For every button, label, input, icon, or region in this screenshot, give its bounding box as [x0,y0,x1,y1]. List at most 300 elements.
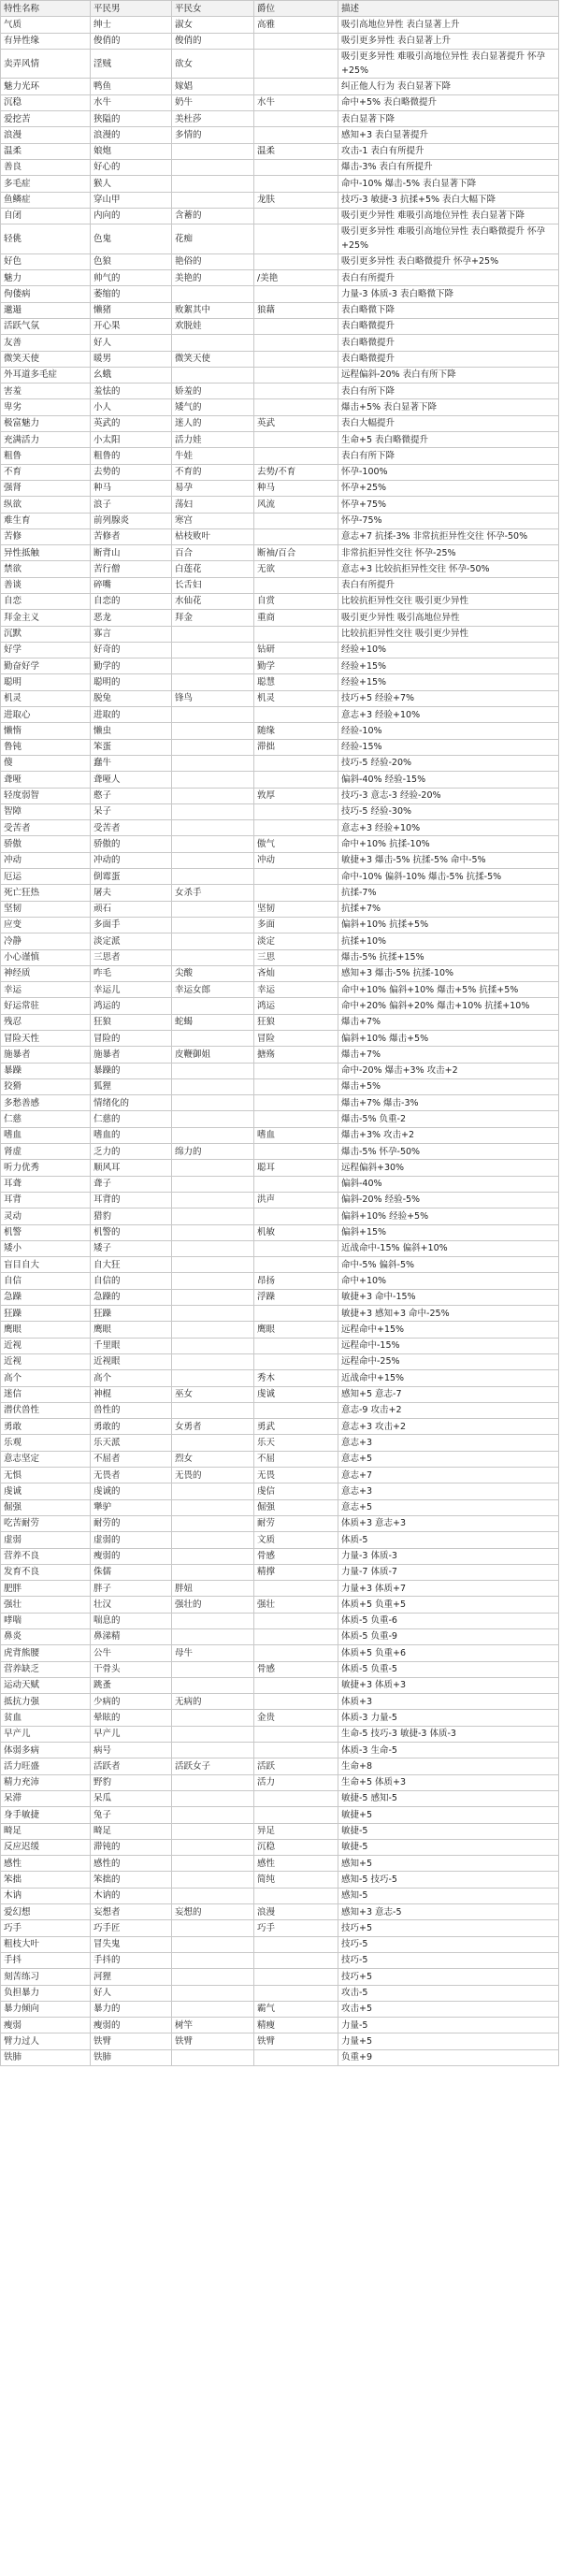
noble-title-cell: 狼藉 [254,302,338,318]
trait-name-cell: 发育不良 [1,1564,91,1580]
description-cell: 意志+3 比较抗拒异性交往 怀孕-50% [338,561,559,577]
noble-title-cell: 钻研 [254,642,338,658]
commoner-male-cell: 病号 [91,1743,172,1758]
noble-title-cell: 傲气 [254,836,338,852]
noble-title-cell [254,1402,338,1418]
noble-title-cell: 无欲 [254,561,338,577]
commoner-female-cell [172,1920,254,1936]
table-row [1,561,559,577]
noble-title-cell: 沉稳 [254,1839,338,1855]
description-cell: 偏斜+10% 抗揉+5% [338,917,559,933]
trait-name-cell: 吃苦耐劳 [1,1515,91,1531]
commoner-male-cell: 矮子 [91,1240,172,1256]
table-row [1,739,559,755]
trait-name-cell: 气质 [1,17,91,33]
commoner-male-cell: 壮汉 [91,1597,172,1613]
noble-title-cell [254,351,338,367]
noble-title-cell: 异足 [254,1823,338,1839]
commoner-female-cell [172,1435,254,1451]
description-cell: 远程偏斜-20% 表白有所下降 [338,367,559,383]
commoner-male-cell: 浪漫的 [91,127,172,143]
commoner-male-cell: 狂躁 [91,1306,172,1322]
noble-title-cell: 幸运 [254,982,338,998]
noble-title-cell: 不屈 [254,1451,338,1467]
description-cell: 命中-20% 爆击+3% 攻击+2 [338,1063,559,1078]
table-row [1,111,559,127]
commoner-male-cell: 晕眩的 [91,1710,172,1726]
noble-title-cell: 精瘦 [254,2018,338,2033]
description-cell: 力量+5 [338,2033,559,2049]
commoner-female-cell [172,192,254,208]
noble-title-cell [254,49,338,79]
table-row [1,1985,559,2001]
commoner-male-cell: 冲动的 [91,852,172,868]
noble-title-cell: 嗜血 [254,1127,338,1143]
description-cell: 敏捷+5 [338,1807,559,1823]
noble-title-cell [254,1144,338,1160]
commoner-male-cell: 高个 [91,1370,172,1386]
trait-name-cell: 聋哑 [1,772,91,788]
commoner-female-cell [172,1127,254,1143]
description-cell: 表白略微提升 [338,335,559,351]
commoner-female-cell: 花痴 [172,224,254,254]
trait-name-cell: 坚韧 [1,901,91,917]
table-row [1,1920,559,1936]
description-cell: 体质-5 负重-5 [338,1661,559,1677]
noble-title-cell: 坚韧 [254,901,338,917]
trait-name-cell: 身手敏捷 [1,1807,91,1823]
commoner-male-cell: 笨拙的 [91,1872,172,1888]
description-cell: 吸引更少异性 吸引高地位异性 [338,610,559,626]
table-row [1,415,559,431]
commoner-female-cell [172,1176,254,1192]
noble-title-cell: /美艳 [254,270,338,286]
commoner-male-cell: 公牛 [91,1645,172,1661]
description-cell: 技巧-5 [338,1952,559,1968]
table-row [1,1661,559,1677]
description-cell: 技巧+5 经验+7% [338,690,559,706]
noble-title-cell: 文质 [254,1532,338,1548]
table-row [1,1402,559,1418]
description-cell: 感知-5 [338,1888,559,1903]
commoner-male-cell: 勇敢的 [91,1419,172,1435]
commoner-female-cell [172,1338,254,1353]
noble-title-cell: 断袖/百合 [254,545,338,561]
commoner-male-cell: 喘息的 [91,1613,172,1628]
commoner-female-cell: 不育的 [172,464,254,480]
commoner-male-cell: 施暴者 [91,1047,172,1063]
commoner-male-cell: 急躁的 [91,1289,172,1305]
commoner-female-cell [172,1969,254,1985]
noble-title-cell [254,1257,338,1273]
commoner-female-cell [172,723,254,739]
commoner-male-cell: 手抖的 [91,1952,172,1968]
trait-name-cell: 嗜血 [1,1127,91,1143]
commoner-female-cell [172,1564,254,1580]
table-row [1,1888,559,1903]
commoner-female-cell [172,1823,254,1839]
noble-title-cell [254,384,338,399]
noble-title-cell: 淡定 [254,933,338,949]
description-cell: 命中+5% 表白略微提升 [338,94,559,110]
trait-name-cell: 沉稳 [1,94,91,110]
noble-title-cell [254,1743,338,1758]
commoner-male-cell: 浪子 [91,497,172,513]
noble-title-cell [254,755,338,771]
description-cell: 偏斜+10% 爆击+5% [338,1031,559,1047]
noble-title-cell: 狂狼 [254,1014,338,1030]
commoner-female-cell: 败絮其中 [172,302,254,318]
noble-title-cell: 强壮 [254,1597,338,1613]
commoner-male-cell: 帅气的 [91,270,172,286]
commoner-male-cell: 色狼 [91,253,172,269]
commoner-female-cell [172,1031,254,1047]
description-cell: 感知+3 意志-5 [338,1904,559,1920]
commoner-female-cell [172,1063,254,1078]
table-row [1,545,559,561]
commoner-female-cell [172,176,254,192]
table-row [1,901,559,917]
description-cell: 表白显著下降 [338,111,559,127]
noble-title-cell: 耐劳 [254,1515,338,1531]
commoner-female-cell [172,1289,254,1305]
trait-name-cell: 拜金主义 [1,610,91,626]
noble-title-cell [254,286,338,302]
description-cell: 命中+10% 偏斜+10% 爆击+5% 抗揉+5% [338,982,559,998]
commoner-male-cell: 近视眼 [91,1353,172,1369]
commoner-male-cell: 情绪化的 [91,1095,172,1111]
noble-title-cell: 勤学 [254,658,338,674]
commoner-male-cell: 耳背的 [91,1192,172,1208]
commoner-male-cell: 胖子 [91,1581,172,1597]
description-cell: 经验-15% [338,739,559,755]
trait-name-cell: 进取心 [1,707,91,723]
noble-title-cell [254,1613,338,1628]
description-cell: 命中-10% 偏斜-10% 爆击-5% 抗揉-5% [338,869,559,885]
table-row [1,1936,559,1952]
trait-name-cell: 畸足 [1,1823,91,1839]
trait-name-cell: 难生育 [1,513,91,528]
description-cell: 偏斜-40% 经验-15% [338,772,559,788]
table-row [1,1823,559,1839]
trait-name-cell: 卑劣 [1,399,91,415]
description-cell: 命中+10% [338,1273,559,1289]
table-row [1,1694,559,1710]
commoner-female-cell [172,998,254,1014]
description-cell: 吸引高地位异性 表白显著上升 [338,17,559,33]
commoner-male-cell: 野豹 [91,1774,172,1790]
noble-title-cell: 聪慧 [254,674,338,690]
table-row [1,1597,559,1613]
table-row [1,1047,559,1063]
table-row [1,1710,559,1726]
table-row [1,79,559,94]
commoner-male-cell: 幸运儿 [91,982,172,998]
trait-name-cell: 体弱多病 [1,1743,91,1758]
noble-title-cell: 活跃 [254,1758,338,1774]
commoner-male-cell: 笨蛋 [91,739,172,755]
table-row [1,318,559,334]
table-row [1,480,559,496]
commoner-male-cell: 俊俏的 [91,33,172,49]
trait-name-cell: 冷静 [1,933,91,949]
description-cell: 体质+3 [338,1694,559,1710]
commoner-female-cell: 含蓄的 [172,208,254,224]
description-cell: 技巧-5 [338,1936,559,1952]
table-row [1,642,559,658]
commoner-female-cell [172,788,254,803]
table-row [1,432,559,448]
noble-title-cell: 浮躁 [254,1289,338,1305]
commoner-female-cell [172,143,254,159]
commoner-female-cell: 牛娃 [172,448,254,464]
trait-name-cell: 善良 [1,159,91,175]
trait-name-cell: 意志坚定 [1,1451,91,1467]
description-cell: 远程偏斜+30% [338,1160,559,1176]
table-row [1,351,559,367]
commoner-male-cell: 狂狼 [91,1014,172,1030]
commoner-male-cell: 仁慈的 [91,1111,172,1127]
commoner-female-cell [172,1483,254,1499]
table-row [1,885,559,901]
commoner-male-cell: 鼻涕精 [91,1628,172,1644]
trait-name-cell: 倔强 [1,1499,91,1515]
commoner-female-cell: 无病的 [172,1694,254,1710]
description-cell: 命中-5% 偏斜-5% [338,1257,559,1273]
commoner-male-cell: 木讷的 [91,1888,172,1903]
trait-name-cell: 粗鲁 [1,448,91,464]
noble-title-cell: 滞拙 [254,739,338,755]
trait-name-cell: 微笑天使 [1,351,91,367]
commoner-male-cell: 进取的 [91,707,172,723]
trait-name-cell: 自恋 [1,593,91,609]
trait-name-cell: 木讷 [1,1888,91,1903]
table-row [1,917,559,933]
commoner-male-cell: 淫贼 [91,49,172,79]
commoner-female-cell [172,1273,254,1289]
commoner-male-cell: 冒险的 [91,1031,172,1047]
commoner-female-cell: 活跃女子 [172,1758,254,1774]
description-cell: 经验-10% [338,723,559,739]
description-cell: 偏斜+15% [338,1224,559,1240]
noble-title-cell [254,1240,338,1256]
trait-name-cell: 活力旺盛 [1,1758,91,1774]
table-row [1,1790,559,1806]
commoner-male-cell: 顽石 [91,901,172,917]
commoner-male-cell: 巧手匠 [91,1920,172,1936]
commoner-female-cell [172,836,254,852]
commoner-male-cell: 少病的 [91,1694,172,1710]
description-cell: 偏斜-20% 经验-5% [338,1192,559,1208]
noble-title-cell: 倔强 [254,1499,338,1515]
trait-name-cell: 灵动 [1,1208,91,1224]
commoner-male-cell: 萎缩的 [91,286,172,302]
trait-name-cell: 好色 [1,253,91,269]
commoner-male-cell: 绅士 [91,17,172,33]
table-row [1,788,559,803]
table-row [1,1468,559,1483]
table-row [1,869,559,885]
noble-title-cell: 虔信 [254,1483,338,1499]
commoner-female-cell: 无畏的 [172,1468,254,1483]
table-row [1,367,559,383]
commoner-male-cell: 好心的 [91,159,172,175]
table-row [1,1856,559,1872]
table-row [1,820,559,836]
trait-name-cell: 高个 [1,1370,91,1386]
commoner-male-cell: 前列腺炎 [91,513,172,528]
commoner-male-cell: 猎豹 [91,1208,172,1224]
commoner-female-cell [172,1532,254,1548]
description-cell: 近战命中+15% [338,1370,559,1386]
commoner-male-cell: 狭隘的 [91,111,172,127]
table-row [1,852,559,868]
commoner-female-cell [172,2001,254,2017]
description-cell: 吸引更多异性 难吸引高地位异性 表白略微提升 怀孕+25% [338,224,559,254]
commoner-male-cell: 耐劳的 [91,1515,172,1531]
description-cell: 纠正他人行为 表白显著下降 [338,79,559,94]
table-row [1,1322,559,1338]
description-cell: 技巧+5 [338,1969,559,1985]
trait-name-cell: 感性 [1,1856,91,1872]
commoner-male-cell: 瘦弱的 [91,1548,172,1564]
table-row [1,2018,559,2033]
description-cell: 偏斜-40% [338,1176,559,1192]
commoner-male-cell: 猴人 [91,176,172,192]
description-cell: 感知+3 表白显著提升 [338,127,559,143]
description-cell: 技巧+5 [338,1920,559,1936]
table-row [1,49,559,79]
noble-title-cell: 吝灿 [254,965,338,981]
noble-title-cell [254,1936,338,1952]
description-cell: 体质-5 负重-9 [338,1628,559,1644]
commoner-female-cell [172,1985,254,2001]
description-cell: 命中+10% 抗揉-10% [338,836,559,852]
noble-title-cell [254,318,338,334]
noble-title-cell: 浪漫 [254,1904,338,1920]
description-cell: 敏捷+3 体质+3 [338,1677,559,1693]
table-row [1,965,559,981]
commoner-female-cell [172,1710,254,1726]
description-cell: 爆击-3% 表白有所提升 [338,159,559,175]
noble-title-cell: 高雅 [254,17,338,33]
trait-name-cell: 哮喘 [1,1613,91,1628]
commoner-female-cell [172,1548,254,1564]
commoner-male-cell: 铁臂 [91,2033,172,2049]
description-cell: 感知+5 意志-7 [338,1386,559,1402]
description-cell: 爆击+7% [338,1014,559,1030]
trait-name-cell: 好学 [1,642,91,658]
noble-title-cell: 秀木 [254,1370,338,1386]
description-cell: 表白略微下降 [338,302,559,318]
commoner-male-cell: 好人 [91,1985,172,2001]
noble-title-cell [254,1338,338,1353]
commoner-female-cell: 皮鞭御姐 [172,1047,254,1063]
table-row [1,208,559,224]
commoner-male-cell: 不屈者 [91,1451,172,1467]
trait-name-cell: 爱幻想 [1,1904,91,1920]
noble-title-cell [254,707,338,723]
noble-title-cell [254,1628,338,1644]
commoner-female-cell [172,1952,254,1968]
commoner-female-cell: 蛇蝎 [172,1014,254,1030]
description-cell: 体质-3 力量-5 [338,1710,559,1726]
commoner-female-cell [172,803,254,819]
description-cell: 远程命中-15% [338,1338,559,1353]
noble-title-cell: 机灵 [254,690,338,706]
trait-name-cell: 外耳道多毛症 [1,367,91,383]
commoner-female-cell: 活力娃 [172,432,254,448]
noble-title-cell: 敦厚 [254,788,338,803]
description-cell: 敏捷-5 [338,1839,559,1855]
commoner-female-cell: 迷人的 [172,415,254,431]
commoner-male-cell: 无畏者 [91,1468,172,1483]
commoner-female-cell: 枯枝败叶 [172,528,254,544]
commoner-male-cell: 畸足 [91,1823,172,1839]
description-cell: 抗揉+10% [338,933,559,949]
table-row [1,1306,559,1322]
table-row [1,1353,559,1369]
trait-name-cell: 虚弱 [1,1532,91,1548]
commoner-male-cell: 种马 [91,480,172,496]
table-row [1,127,559,143]
commoner-female-cell [172,1078,254,1094]
table-row [1,1645,559,1661]
table-row [1,497,559,513]
table-row [1,1063,559,1078]
commoner-female-cell [172,869,254,885]
commoner-female-cell [172,1370,254,1386]
trait-name-cell: 应变 [1,917,91,933]
noble-title-cell [254,885,338,901]
description-cell: 怀孕+75% [338,497,559,513]
description-cell: 攻击-5 [338,1985,559,2001]
commoner-female-cell: 水仙花 [172,593,254,609]
trait-name-cell: 营养不良 [1,1548,91,1564]
table-row [1,998,559,1014]
noble-title-cell: 洪声 [254,1192,338,1208]
commoner-male-cell: 懒虫 [91,723,172,739]
commoner-male-cell: 鸿运的 [91,998,172,1014]
table-row [1,723,559,739]
commoner-male-cell: 自恋的 [91,593,172,609]
description-cell: 力量-3 体质-3 表白略微下降 [338,286,559,302]
description-cell: 比较抗拒异性交往 吸引更少异性 [338,626,559,642]
noble-title-cell [254,159,338,175]
table-row [1,755,559,771]
commoner-female-cell: 矮气的 [172,399,254,415]
commoner-female-cell [172,1839,254,1855]
noble-title-cell [254,176,338,192]
description-cell: 远程命中+15% [338,1322,559,1338]
table-row [1,399,559,415]
commoner-male-cell: 内向的 [91,208,172,224]
noble-title-cell [254,2049,338,2065]
noble-title-cell: 金贵 [254,1710,338,1726]
description-cell: 生命+5 体质+3 [338,1774,559,1790]
trait-name-cell: 迷信 [1,1386,91,1402]
commoner-female-cell: 母牛 [172,1645,254,1661]
commoner-male-cell: 多面手 [91,917,172,933]
commoner-male-cell: 碎嘴 [91,577,172,593]
commoner-female-cell [172,1628,254,1644]
description-cell: 吸引更多异性 表白略微提升 怀孕+25% [338,253,559,269]
trait-name-cell: 浪漫 [1,127,91,143]
commoner-female-cell [172,1111,254,1127]
description-cell: 表白有所下降 [338,448,559,464]
commoner-male-cell: 好奇的 [91,642,172,658]
description-cell: 生命-5 技巧-3 敏捷-3 体质-3 [338,1726,559,1742]
